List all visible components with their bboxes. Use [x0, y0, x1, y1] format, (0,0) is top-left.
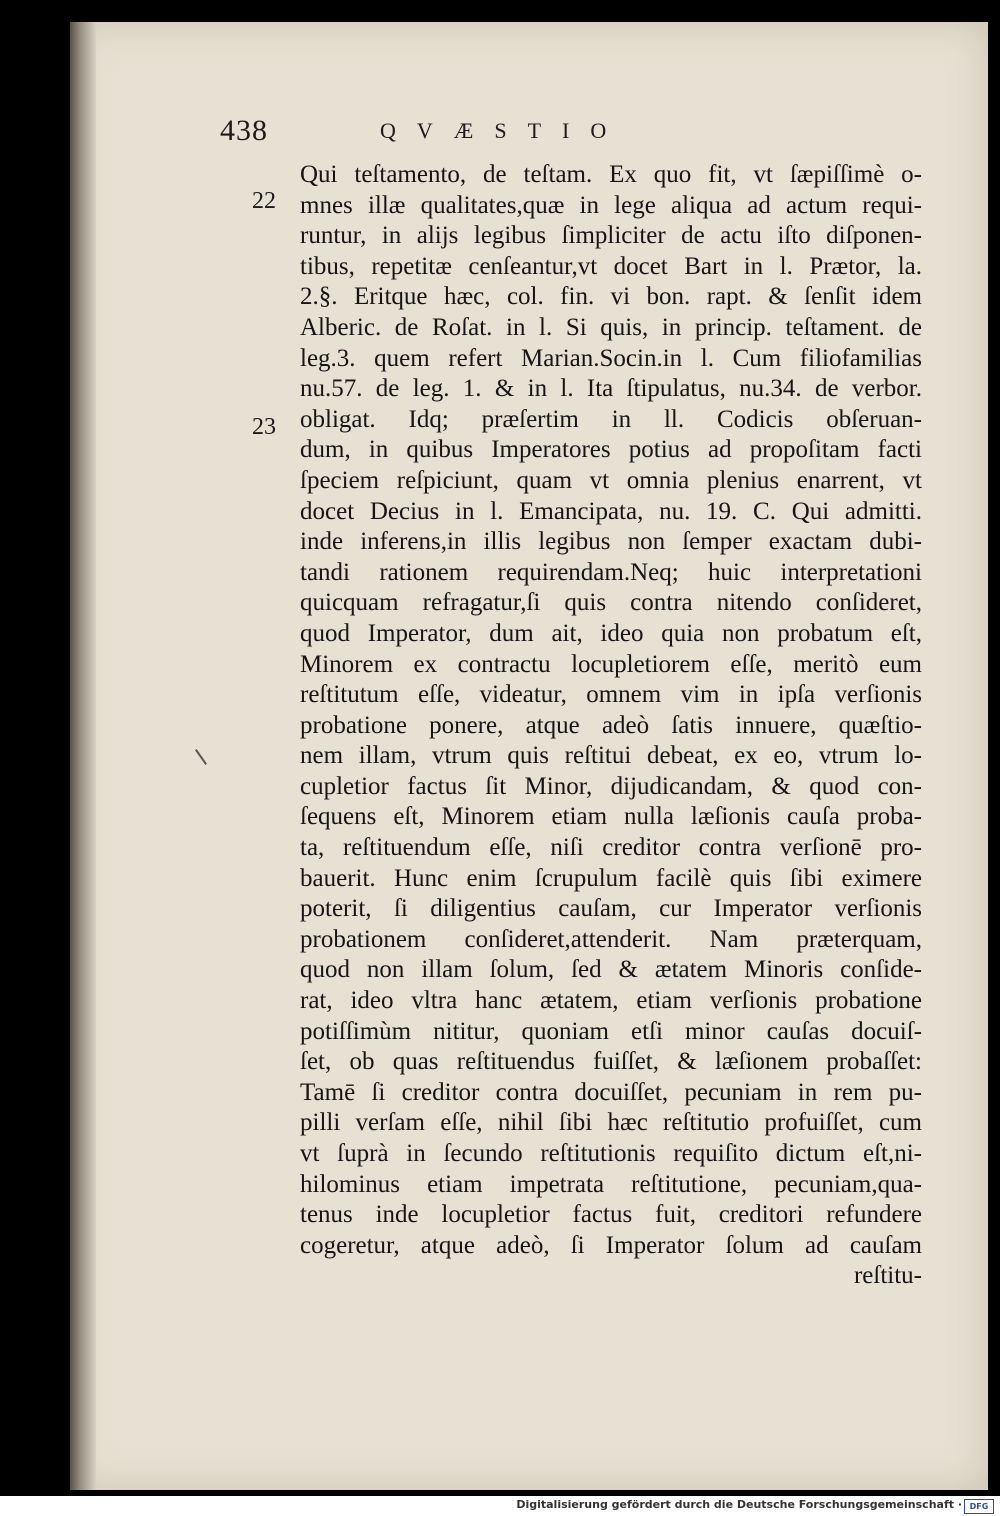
text-line: Minorem ex contractu locupletiorem eſſe, meritò eum — [300, 650, 922, 678]
margin-number: 22 — [252, 188, 276, 214]
text-line: probationem conſideret,attenderit. Nam præterquam, — [300, 925, 922, 953]
text-line: tenus inde locupletior factus fuit, creditori refundere — [300, 1201, 922, 1229]
running-head: QVÆSTIO — [380, 118, 628, 143]
text-line: runtur, in alijs legibus ſimpliciter de actu iſto diſponen- — [300, 222, 922, 250]
text-line: reſtitutum eſſe, videatur, omnem vim in ipſa verſionis — [300, 681, 922, 709]
text-line: Alberic. de Roſat. in l. Si quis, in princip. teſtament. de — [300, 313, 922, 341]
text-line: tibus, repetitæ cenſeantur,vt docet Bart in l. Prætor, la. — [300, 252, 922, 280]
text-line: dum, in quibus Imperatores potius ad propoſitam facti — [300, 436, 922, 464]
text-line: hilominus etiam impetrata reſtitutione, pecuniam,qua- — [300, 1170, 922, 1198]
text-line: inde inferens,in illis legibus non ſemper exactam dubi- — [300, 528, 922, 556]
text-line: poterit, ſi diligentius cauſam, cur Imperator verſionis — [300, 895, 922, 923]
text-line: vt ſuprà in ſecundo reſtitutionis requiſito dictum eſt,ni- — [300, 1140, 922, 1167]
funding-credit: Digitalisierung gefördert durch die Deutsche Forschungsgemeinschaft · — [516, 1498, 962, 1511]
text-line: pilli verſam eſſe, nihil ſibi hæc reſtitutio profuiſſet, cum — [300, 1109, 922, 1137]
text-line: reſtitu- — [853, 1262, 922, 1290]
page-header — [220, 114, 880, 150]
text-line: potiſſimùm nititur, quoniam etſi minor cauſas docuiſ- — [300, 1017, 922, 1045]
page-gutter — [70, 22, 96, 1490]
text-line: leg.3. quem refert Marian.Socin.in l. Cum filiofamilias — [300, 344, 922, 372]
text-line: tandi rationem requirendam.Neq; huic interpretationi — [300, 558, 922, 586]
text-line: ta, reſtituendum eſſe, niſi creditor contra verſionē pro- — [300, 834, 922, 862]
text-line: quicquam refragatur,ſi quis contra nitendo conſideret, — [300, 589, 922, 617]
text-line: mnes illæ qualitates,quæ in lege aliqua ad actum requi- — [300, 191, 922, 219]
text-line: docet Decius in l. Emancipata, nu. 19. C. Qui admitti. — [300, 497, 922, 525]
text-line: 2.§. Eritque hæc, col. fin. vi bon. rapt. & ſenſit idem — [300, 283, 922, 311]
text-line: nu.57. de leg. 1. & in l. Ita ſtipulatus, nu.34. de verbor. — [300, 375, 922, 403]
text-line: ſequens eſt, Minorem etiam nulla læſionis cauſa proba- — [300, 803, 922, 831]
text-line: Tamē ſi creditor contra docuiſſet, pecuniam in rem pu- — [300, 1078, 922, 1106]
text-line: ſet, ob quas reſtituendus fuiſſet, & læſionem probaſſet: — [300, 1048, 922, 1076]
body-text — [300, 160, 922, 1292]
footer-bar — [0, 1496, 1000, 1516]
text-line: rat, ideo vltra hanc ætatem, etiam verſionis probatione — [300, 987, 922, 1015]
page-number: 438 — [220, 114, 268, 147]
text-line: obligat. Idq; præſertim in ll. Codicis obſeruan- — [300, 405, 922, 433]
text-line: quod non illam ſolum, ſed & ætatem Minoris conſide- — [300, 956, 922, 984]
text-line: probatione ponere, atque adeò ſatis innuere, quæſtio- — [300, 711, 922, 739]
text-line: bauerit. Hunc enim ſcrupulum facilè quis ſibi eximere — [300, 864, 922, 892]
text-line: cupletior factus ſit Minor, dijudicandam, & quod con- — [300, 772, 922, 800]
dfg-logo-icon: DFG — [964, 1499, 994, 1514]
text-line: quod Imperator, dum ait, ideo quia non probatum eſt, — [300, 619, 922, 647]
text-line: Qui teſtamento, de teſtam. Ex quo fit, vt ſæpiſſimè o- — [300, 161, 922, 188]
text-line: ſpeciem reſpiciunt, quam vt omnia plenius enarrent, vt — [300, 466, 922, 494]
text-line: nem illam, vtrum quis reſtitui debeat, ex eo, vtrum lo- — [300, 742, 922, 770]
text-line: cogeretur, atque adeò, ſi Imperator ſolum ad cauſam — [300, 1231, 922, 1259]
margin-number: 23 — [252, 414, 276, 440]
